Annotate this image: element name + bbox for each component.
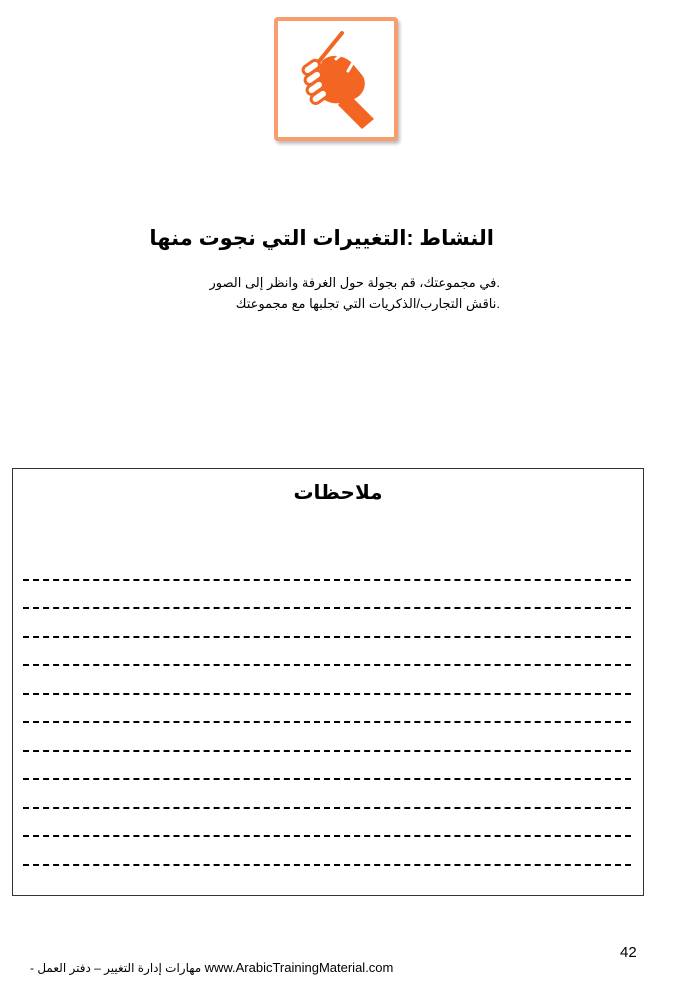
- notes-line[interactable]: [23, 607, 631, 609]
- footer-website-link[interactable]: www.ArabicTrainingMaterial.com: [204, 960, 394, 975]
- activity-title: النشاط :التغييرات التي نجوت منها: [149, 227, 494, 250]
- notes-line[interactable]: [23, 750, 631, 752]
- notes-line[interactable]: [23, 721, 631, 723]
- activity-hand-icon: [274, 17, 398, 141]
- notes-line[interactable]: [23, 807, 631, 809]
- footer-text: - مهارات إدارة التغيير – دفتر العمل: [30, 961, 202, 975]
- notes-line[interactable]: [23, 693, 631, 695]
- notes-line[interactable]: [23, 636, 631, 638]
- notes-line[interactable]: [23, 864, 631, 866]
- notes-heading: ملاحظات: [293, 482, 383, 504]
- instruction-line-2: .ناقش التجارب/الذكريات التي تجلبها مع مجموعتك: [235, 296, 500, 311]
- footer: [30, 960, 430, 975]
- notes-line[interactable]: [23, 778, 631, 780]
- notes-line[interactable]: [23, 835, 631, 837]
- page-number: 42: [620, 944, 637, 961]
- instruction-line-1: .في مجموعتك، قم بجولة حول الغرفة وانظر إلى الصور: [209, 275, 500, 290]
- notes-line[interactable]: [23, 664, 631, 666]
- notes-line[interactable]: [23, 579, 631, 581]
- notes-box: [12, 468, 644, 896]
